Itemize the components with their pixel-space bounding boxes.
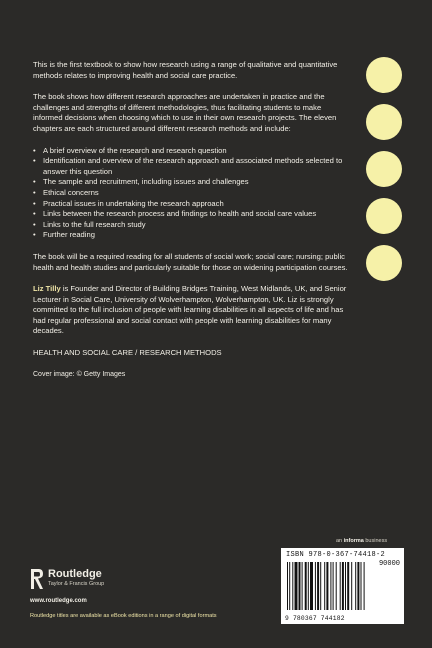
subject-category: HEALTH AND SOCIAL CARE / RESEARCH METHODS [33,348,222,358]
list-item: • Ethical concerns [33,188,351,199]
list-item: • Further reading [33,230,351,241]
decorative-circle [366,245,402,281]
decorative-circle [366,151,402,187]
ebook-note: Routledge titles are available as eBook editions in a range of digital formats [30,613,217,619]
isbn-number: ISBN 978-0-367-74418-2 [286,551,386,559]
author-name: Liz Tilly [33,284,61,294]
readership-paragraph: The book will be a required reading for all students of social work; social care; nursing; public health and health studies and particularly suitable for those on widening participation courses. [33,251,348,272]
author-bio: is Founder and Director of Building Bridges Training, West Midlands, UK, and Senior Lecturer in Social Care, University of Wolverhampton, Wolverhampton, UK. Liz is strongly committed to the full inclusion of people with learning disabilities in all aspects of life and has had regular professional and social contact with people with learning disabilities for many decades. [33,284,347,336]
barcode-digits: 9 780367 744182 [285,615,345,622]
price-code: 90000 [378,560,400,568]
list-item: • Links to the full research study [33,220,351,231]
publisher-url[interactable]: www.routledge.com [30,598,87,604]
isbn-barcode [281,548,404,624]
decorative-circle [366,57,402,93]
list-item: • A brief overview of the research and research question [33,146,351,157]
decorative-circle [366,104,402,140]
cover-credit: Cover image: © Getty Images [33,370,126,378]
publisher-subtitle: Taylor & Francis Group [48,581,105,587]
publisher-name: Routledge [48,568,102,580]
chapter-features-list [33,146,351,241]
blurb-column [33,60,351,391]
list-item: • Identification and overview of the research approach and associated methods selected to answer this question [33,156,351,177]
list-item: • Links between the research process and findings to health and social care values [33,209,351,220]
barcode-icon [287,562,367,610]
description-paragraph: The book shows how different research approaches are undertaken in practice and the challenges and strengths of different methodologies, thus facilitating students to make informed decisions when choosing which to use in their own research projects. The eleven chapters are each structured around different research methods and include: [33,92,337,133]
list-item: • The sample and recruitment, including issues and challenges [33,177,351,188]
informa-tagline: an informa business [336,538,388,544]
author-paragraph [33,284,351,337]
list-item: • Practical issues in undertaking the research approach [33,199,351,210]
decorative-circle [366,198,402,234]
routledge-logo-icon [30,568,44,590]
intro-paragraph: This is the first textbook to show how research using a range of qualitative and quantitative methods relates to improving health and social care practice. [33,60,338,80]
